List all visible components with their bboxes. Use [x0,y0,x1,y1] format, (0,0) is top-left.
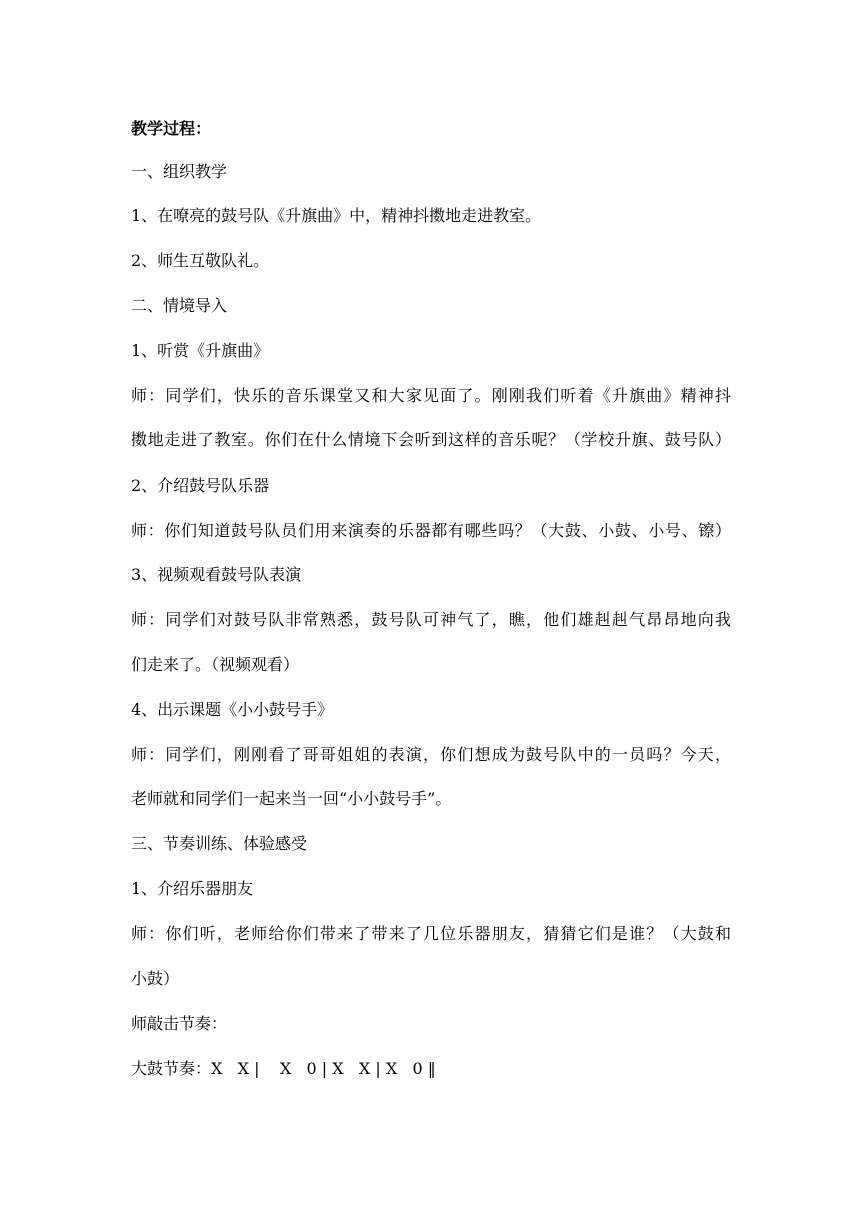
subheading: 4、出示课题《小小鼓号手》 [131,700,334,719]
paragraph: 师：同学们，刚刚看了哥哥姐姐的表演，你们想成为鼓号队中的一员吗？今天， [131,745,731,764]
paragraph: 师：同学们，快乐的音乐课堂又和大家见面了。刚刚我们听着《升旗曲》精神抖 [131,386,731,405]
section-heading: 一、组织教学 [131,162,228,181]
subheading: 1、介绍乐器朋友 [131,879,254,898]
paragraph: 师：你们知道鼓号队员们用来演奏的乐器都有哪些吗？（大鼓、小鼓、小号、镲） [131,521,731,540]
paragraph: 擞地走进了教室。你们在什么情境下会听到这样的音乐呢？（学校升旗、鼓号队） [131,430,731,449]
paragraph: 1、在嘹亮的鼓号队《升旗曲》中，精神抖擞地走进教室。 [131,206,542,225]
paragraph: 老师就和同学们一起来当一回“小小鼓号手”。 [131,789,452,808]
section-heading: 二、情境导入 [131,296,228,315]
paragraph: 小鼓） [131,969,180,988]
paragraph: 师：同学们对鼓号队非常熟悉，鼓号队可神气了，瞧，他们雄赳赳气昂昂地向我 [131,610,731,629]
paragraph: 师：你们听，老师给你们带来了带来了几位乐器朋友，猜猜它们是谁？（大鼓和 [131,924,731,943]
document-title: 教学过程： [131,119,212,138]
paragraph: 2、师生互敬队礼。 [131,251,270,270]
rhythm-notation: 大鼓节奏：X X | X 0 | X X | X 0 ‖ [131,1059,436,1078]
subheading: 2、介绍鼓号队乐器 [131,476,270,495]
paragraph: 们走来了。（视频观看） [131,655,300,674]
section-heading: 三、节奏训练、体验感受 [131,834,308,853]
subheading: 3、视频观看鼓号队表演 [131,565,302,584]
paragraph: 师敲击节奏： [131,1014,228,1033]
subheading: 1、听赏《升旗曲》 [131,341,270,360]
